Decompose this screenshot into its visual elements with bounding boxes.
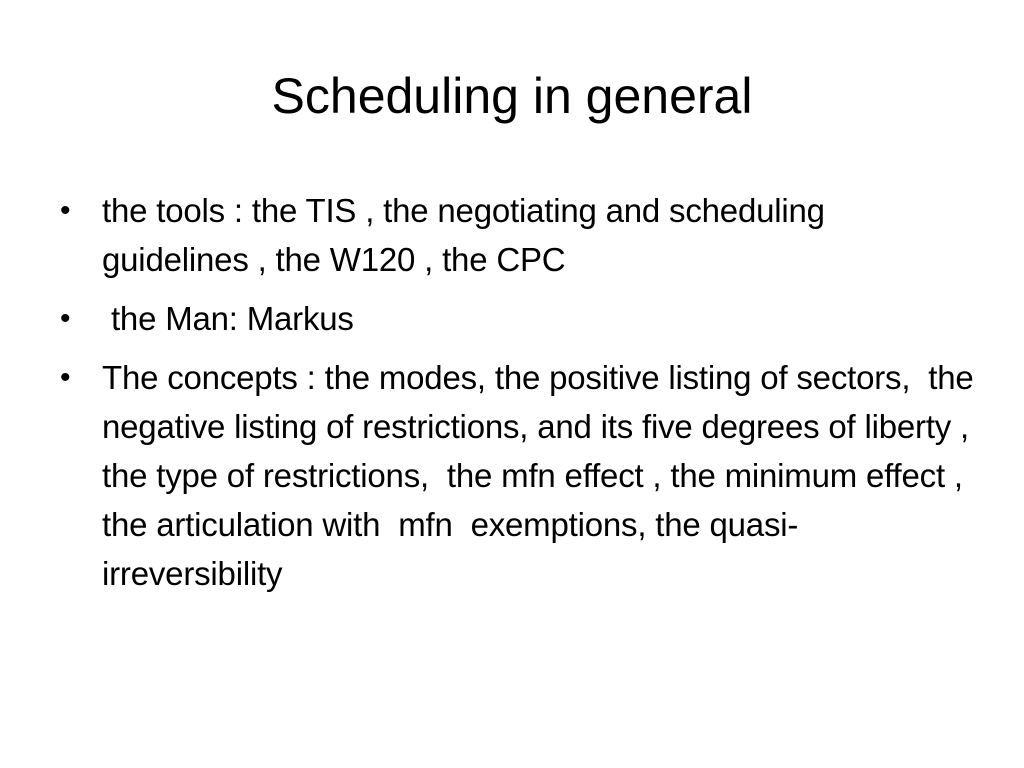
bullet-icon: • — [60, 194, 71, 227]
bullet-list — [58, 186, 983, 608]
bullet-icon: • — [60, 302, 71, 335]
bullet-text: The concepts : the modes, the positive listing of sectors, the negative listing of restrictions, and its five degrees of liberty , the type of restrictions, the mfn effect , the minimum effect , the articulation with mfn exemptions, the quasi- irreversibility — [102, 359, 983, 592]
bullet-text: the Man: Markus — [102, 300, 354, 337]
bullet-item-tools — [58, 186, 978, 284]
bullet-icon: • — [60, 361, 71, 394]
bullet-item-concepts — [58, 353, 983, 598]
bullet-text: the tools : the TIS , the negotiating and scheduling guidelines , the W120 , the CPC — [102, 192, 834, 278]
bullet-item-man — [58, 294, 978, 343]
slide-title: Scheduling in general — [271, 68, 753, 124]
